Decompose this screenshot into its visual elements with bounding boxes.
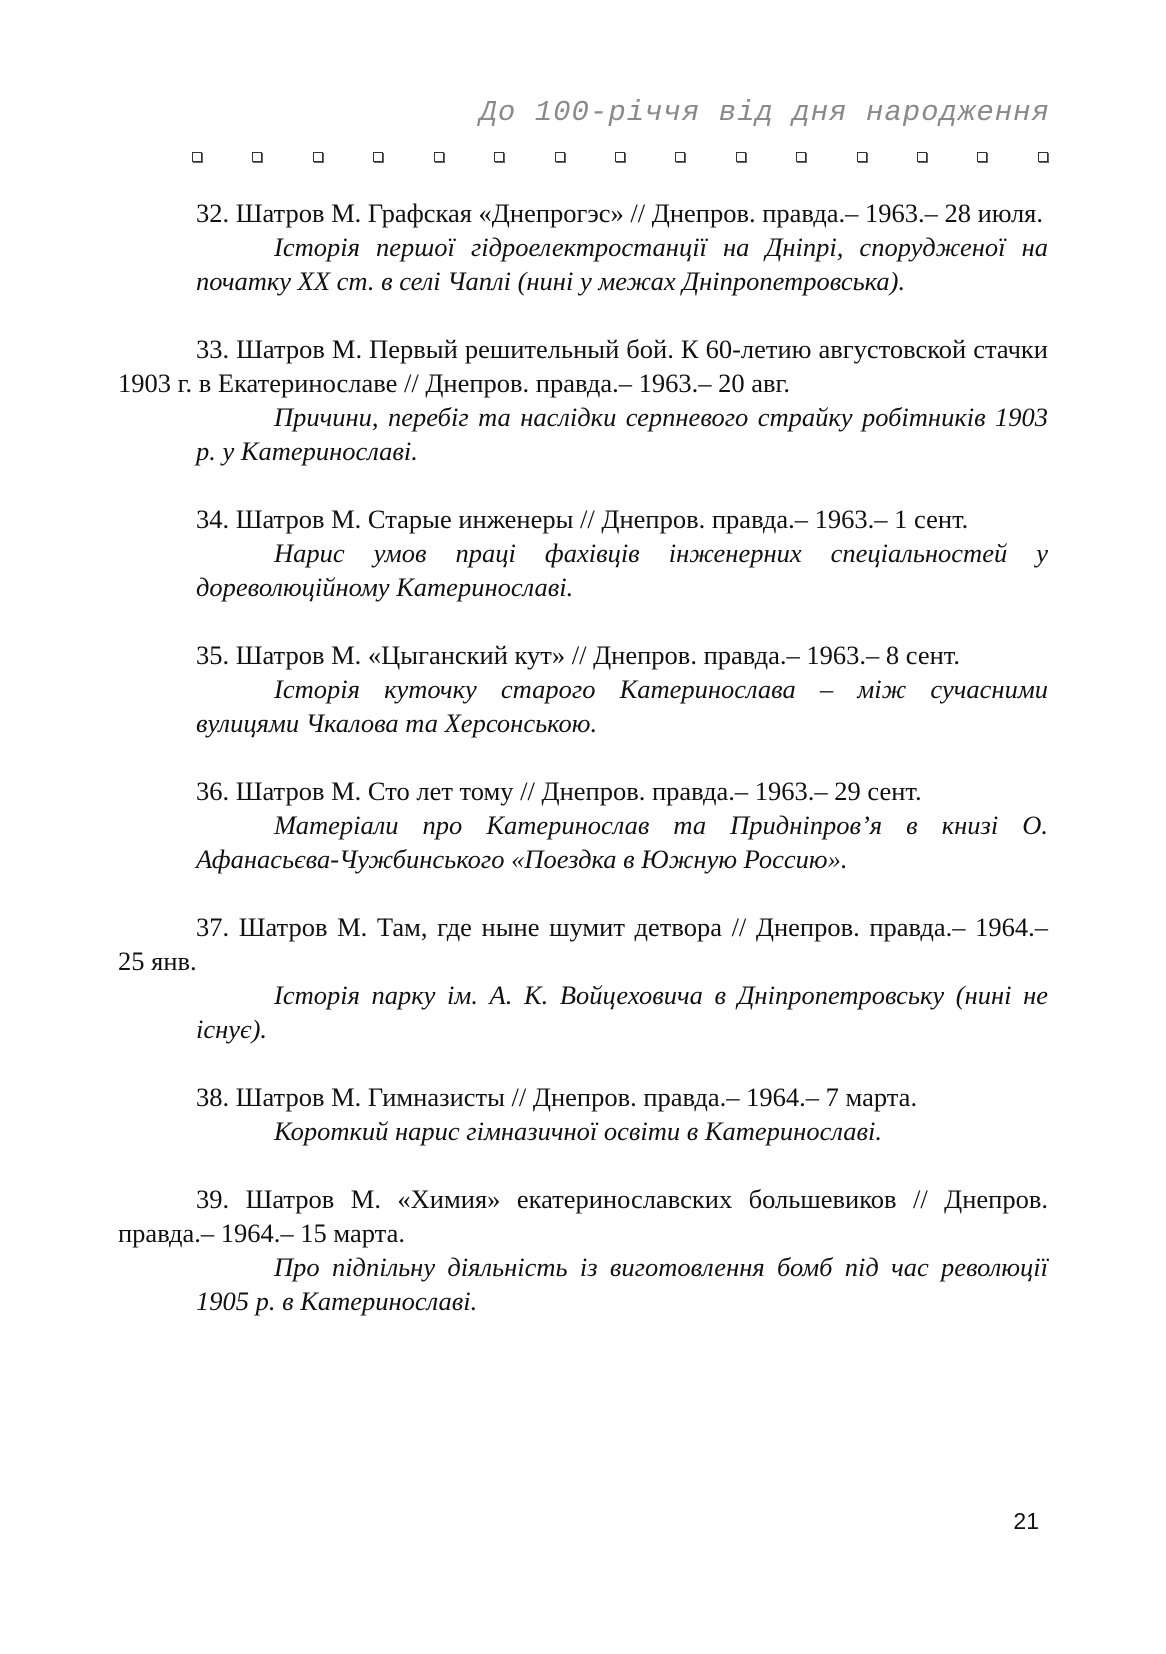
entry-citation: 39. Шатров М. «Химия» екатеринославских большевиков // Днепров. правда.– 1964.– 15 марта. [118,1184,1048,1248]
square-bullet-icon [252,152,262,162]
bibliography-entry-32 [118,196,1048,298]
square-bullet-icon [736,152,746,162]
square-bullet-icon [434,152,444,162]
square-bullet-icon [857,152,867,162]
bibliography-entry-35 [118,638,1048,740]
entry-annotation: Короткий нарис гімназичної освіти в Катеринославі. [274,1116,882,1146]
entry-annotation: Причини, перебіг та наслідки серпневого страйку робітників 1903 р. у Катеринославі. [196,402,1048,466]
square-bullet-icon [192,152,202,162]
decorative-bullet-row [192,150,1048,164]
bibliography-entry-37 [118,910,1048,1046]
square-bullet-icon [675,152,685,162]
entry-citation: 33. Шатров М. Первый решительный бой. К 60-летию августовской стачки 1903 г. в Екатеринославе // Днепров. правда.– 1963.– 20 авг. [118,334,1048,398]
square-bullet-icon [555,152,565,162]
entry-citation: 38. Шатров М. Гимназисты // Днепров. правда.– 1964.– 7 марта. [196,1082,918,1112]
bibliography-entry-33 [118,332,1048,468]
bibliography-entry-34 [118,502,1048,604]
entry-citation: 34. Шатров М. Старые инженеры // Днепров. правда.– 1963.– 1 сент. [196,504,969,534]
square-bullet-icon [615,152,625,162]
entry-annotation: Історія першої гідроелектростанції на Дніпрі, спорудженої на початку XX ст. в селі Чаплі (нині у межах Дніпропетровська). [196,232,1048,296]
bibliography-list [118,196,1048,1352]
entry-annotation: Історія парку ім. А. К. Войцеховича в Дніпропетровську (нині не існує). [196,980,1048,1044]
square-bullet-icon [917,152,927,162]
entry-annotation: Історія куточку старого Катеринослава – між сучасними вулицями Чкалова та Херсонською. [196,674,1048,738]
entry-citation: 37. Шатров М. Там, где ныне шумит детвора // Днепров. правда.– 1964.– 25 янв. [118,912,1048,976]
square-bullet-icon [977,152,987,162]
square-bullet-icon [313,152,323,162]
entry-annotation: Нарис умов праці фахівців інженерних спеціальностей у дореволюційному Катеринославі. [196,538,1048,602]
bibliography-entry-39 [118,1182,1048,1318]
running-header-title: До 100-річчя від дня народження [479,96,1050,129]
bibliography-entry-36 [118,774,1048,876]
entry-citation: 35. Шатров М. «Цыганский кут» // Днепров. правда.– 1963.– 8 сент. [196,640,960,670]
entry-annotation: Матеріали про Катеринослав та Придніпров’я в книзі О. Афанасьєва-Чужбинського «Поездка в Южную Россию». [196,810,1048,874]
square-bullet-icon [1038,152,1048,162]
entry-annotation: Про підпільну діяльність із виготовлення бомб під час революції 1905 р. в Катеринославі. [196,1252,1048,1316]
entry-citation: 32. Шатров М. Графская «Днепрогэс» // Днепров. правда.– 1963.– 28 июля. [196,198,1043,228]
square-bullet-icon [494,152,504,162]
square-bullet-icon [796,152,806,162]
square-bullet-icon [373,152,383,162]
entry-citation: 36. Шатров М. Сто лет тому // Днепров. правда.– 1963.– 29 сент. [196,776,922,806]
bibliography-entry-38 [118,1080,1048,1148]
page-number: 21 [1013,1508,1039,1534]
